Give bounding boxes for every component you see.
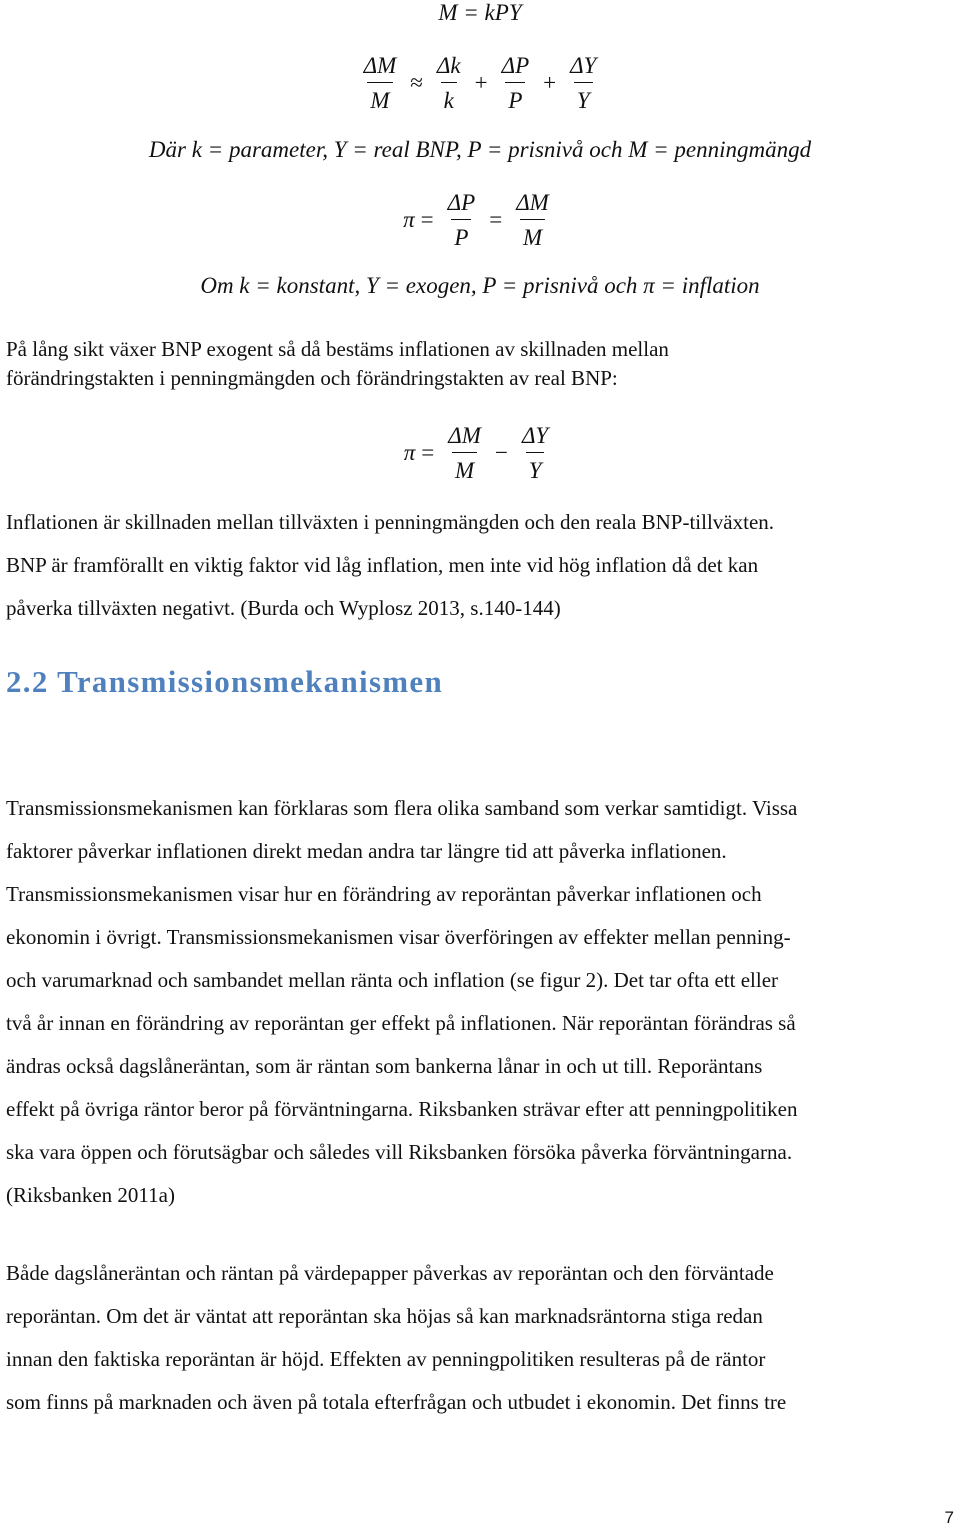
- numerator: ΔM: [363, 52, 397, 78]
- equation-inflation-growth-difference: [0, 420, 960, 486]
- paragraph-long-run: [6, 335, 956, 393]
- fraction-dy-y: [519, 422, 551, 485]
- text-line: På lång sikt växer BNP exogent så då bestäms inflationen av skillnaden mellan: [6, 337, 669, 361]
- fraction-dm-m: [513, 189, 552, 252]
- text-line: ändras också dagslåneräntan, som är räntan som bankerna lånar in och ut till. Reporäntans: [6, 1054, 763, 1078]
- definition-variables: [0, 136, 960, 164]
- definition-text: Där k = parameter, Y = real BNP, P = prisnivå och M = penningmängd: [148, 137, 812, 162]
- page-number: 7: [944, 1508, 954, 1527]
- text-line: Både dagslåneräntan och räntan på värdepapper påverkas av reporäntan och den förväntade: [6, 1261, 774, 1285]
- denominator: M: [367, 82, 392, 115]
- text-line: som finns på marknaden och även på totala efterfrågan och utbudet i ekonomin. Det finns tre: [6, 1390, 787, 1414]
- denominator: M: [452, 452, 477, 485]
- text-line: (Riksbanken 2011a): [6, 1183, 175, 1207]
- numerator: ΔY: [521, 422, 549, 448]
- equals-operator: =: [421, 440, 435, 465]
- text-line: BNP är framförallt en viktig faktor vid låg inflation, men inte vid hög inflation då det kan: [6, 553, 759, 577]
- fraction-dp-p: [445, 189, 479, 252]
- text-line: två år innan en förändring av reporäntan ger effekt på inflationen. När reporäntan förändras så: [6, 1011, 796, 1035]
- numerator: ΔY: [570, 52, 597, 78]
- text-line: förändringstakten i penningmängden och förändringstakten av real BNP:: [6, 366, 618, 390]
- minus-operator: −: [494, 440, 508, 465]
- fraction-dy-y: [567, 52, 599, 115]
- equation-money-demand: [0, 0, 960, 26]
- numerator: ΔP: [501, 52, 530, 78]
- paragraph-bnp-factor: [6, 544, 956, 630]
- paragraph-inflation-difference: [6, 508, 956, 536]
- text-line: och varumarknad och sambandet mellan ränta och inflation (se figur 2). Det tar ofta ett eller: [6, 968, 779, 992]
- equals-operator: =: [489, 207, 503, 232]
- text-line: reporäntan. Om det är väntat att reporäntan ska höjas så kan marknadsräntorna stiga redan: [6, 1304, 763, 1328]
- text-line: effekt på övriga räntor beror på förväntningarna. Riksbanken strävar efter att penningpolitiken: [6, 1097, 798, 1121]
- numerator: ΔM: [516, 189, 549, 215]
- equation-text: M = kPY: [438, 0, 522, 25]
- numerator: ΔM: [448, 422, 481, 448]
- fraction-dp-p: [499, 52, 533, 115]
- equation-growth-rates: [0, 50, 960, 116]
- denominator: Y: [574, 82, 593, 115]
- definition-text: Om k = konstant, Y = exogen, P = prisnivå och π = inflation: [200, 273, 760, 298]
- text-line: Transmissionsmekanismen kan förklaras som flera olika samband som verkar samtidigt. Vissa: [6, 796, 798, 820]
- denominator: k: [441, 82, 457, 115]
- section-heading: 2.2 Transmissionsmekanismen: [6, 664, 444, 699]
- numerator: Δk: [436, 52, 461, 78]
- definition-assumptions: [0, 272, 960, 300]
- paragraph-transmission: [6, 787, 956, 1217]
- pi-symbol: π: [403, 207, 415, 232]
- text-line: faktorer påverkar inflationen direkt medan andra tar längre tid att påverka inflationen.: [6, 839, 727, 863]
- plus-operator: +: [543, 70, 557, 95]
- text-line: Inflationen är skillnaden mellan tillväxten i penningmängden och den reala BNP-tillväxten.: [6, 510, 775, 534]
- approx-operator: ≈: [410, 70, 423, 95]
- text-line: ekonomin i övrigt. Transmissionsmekanismen visar överföringen av effekter mellan penning-: [6, 925, 791, 949]
- denominator: Y: [526, 452, 545, 485]
- paragraph-interest-rates: [6, 1252, 956, 1424]
- text-line: Transmissionsmekanismen visar hur en förändring av reporäntan påverkar inflationen och: [6, 882, 762, 906]
- fraction-dm-m: [445, 422, 484, 485]
- fraction-dm-m: [361, 52, 400, 115]
- denominator: P: [505, 82, 525, 115]
- text-line: påverka tillväxten negativt. (Burda och Wyplosz 2013, s.140-144): [6, 596, 561, 620]
- denominator: M: [520, 219, 545, 252]
- equation-inflation-definition: [0, 187, 960, 253]
- plus-operator: +: [474, 70, 488, 95]
- denominator: P: [451, 219, 471, 252]
- text-line: ska vara öppen och förutsägbar och således vill Riksbanken försöka påverka förväntningarna.: [6, 1140, 793, 1164]
- equals-operator: =: [420, 207, 434, 232]
- numerator: ΔP: [447, 189, 476, 215]
- text-line: innan den faktiska reporäntan är höjd. Effekten av penningpolitiken resulteras på de räntor: [6, 1347, 766, 1371]
- fraction-dk-k: [434, 52, 464, 115]
- pi-symbol: π: [403, 440, 416, 465]
